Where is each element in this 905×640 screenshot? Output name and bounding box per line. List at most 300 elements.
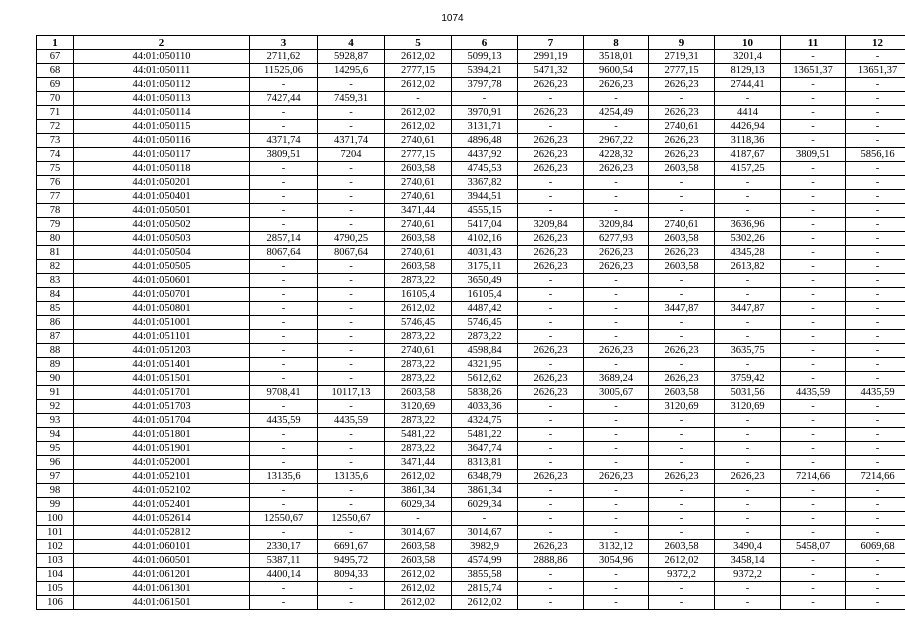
table-cell: 3447,87 <box>715 302 781 316</box>
table-cell: - <box>846 400 905 414</box>
table-cell: - <box>649 484 715 498</box>
table-cell: - <box>518 428 584 442</box>
table-cell: 44:01:052812 <box>74 526 250 540</box>
table-cell: 44:01:051001 <box>74 316 250 330</box>
table-cell: 106 <box>37 596 74 610</box>
table-cell: - <box>250 498 318 512</box>
table-cell: - <box>846 302 905 316</box>
table-cell: - <box>846 162 905 176</box>
table-cell: - <box>250 176 318 190</box>
table-cell: 3447,87 <box>649 302 715 316</box>
table-cell: 72 <box>37 120 74 134</box>
table-cell: - <box>781 190 846 204</box>
table-cell: 4400,14 <box>250 568 318 582</box>
table-row <box>37 540 905 554</box>
table-cell: - <box>846 498 905 512</box>
table-cell: 2603,58 <box>385 554 452 568</box>
table-cell: - <box>781 456 846 470</box>
table-cell: 3635,75 <box>715 344 781 358</box>
table-cell: - <box>781 260 846 274</box>
table-cell: 2330,17 <box>250 540 318 554</box>
table-cell: 2740,61 <box>385 246 452 260</box>
table-cell: 44:01:050701 <box>74 288 250 302</box>
table-cell: 44:01:050401 <box>74 190 250 204</box>
table-cell: - <box>518 316 584 330</box>
table-cell: - <box>518 512 584 526</box>
table-cell: 3054,96 <box>584 554 649 568</box>
table-cell: 3797,78 <box>452 78 518 92</box>
table-cell: 44:01:050111 <box>74 64 250 78</box>
table-cell: - <box>649 274 715 288</box>
table-cell: 3175,11 <box>452 260 518 274</box>
table-cell: 7214,66 <box>846 470 905 484</box>
table-cell: - <box>318 78 385 92</box>
table-cell: - <box>250 582 318 596</box>
table-cell: 3689,24 <box>584 372 649 386</box>
table-cell: - <box>781 134 846 148</box>
table-cell: - <box>846 358 905 372</box>
table-cell: 82 <box>37 260 74 274</box>
table-cell: - <box>584 316 649 330</box>
table-body <box>37 50 905 610</box>
table-cell: - <box>518 484 584 498</box>
table-cell: 5458,07 <box>781 540 846 554</box>
table-cell: - <box>584 428 649 442</box>
table-cell: 2626,23 <box>649 246 715 260</box>
table-cell: 5746,45 <box>452 316 518 330</box>
table-cell: 3490,4 <box>715 540 781 554</box>
table-cell: 4187,67 <box>715 148 781 162</box>
table-cell: - <box>649 512 715 526</box>
table-cell: - <box>518 92 584 106</box>
table-cell: 2777,15 <box>385 64 452 78</box>
table-cell: 9708,41 <box>250 386 318 400</box>
table-row <box>37 582 905 596</box>
table-cell: - <box>715 316 781 330</box>
table-row <box>37 414 905 428</box>
table-cell: 5481,22 <box>385 428 452 442</box>
table-cell: - <box>781 274 846 288</box>
table-cell: 7204 <box>318 148 385 162</box>
table-cell: 97 <box>37 470 74 484</box>
table-cell: 2744,41 <box>715 78 781 92</box>
table-cell: 2612,02 <box>385 302 452 316</box>
table-row <box>37 344 905 358</box>
table-cell: - <box>781 330 846 344</box>
table-cell: 7214,66 <box>781 470 846 484</box>
table-cell: - <box>846 176 905 190</box>
table-cell: - <box>250 288 318 302</box>
table-cell: - <box>715 358 781 372</box>
table-cell: - <box>518 596 584 610</box>
table-cell: 2740,61 <box>649 218 715 232</box>
table-cell: 2612,02 <box>385 470 452 484</box>
column-header: 10 <box>715 36 781 50</box>
table-cell: 2612,02 <box>385 120 452 134</box>
table-row <box>37 120 905 134</box>
table-cell: 3759,42 <box>715 372 781 386</box>
table-cell: 44:01:050116 <box>74 134 250 148</box>
table-row <box>37 232 905 246</box>
table-cell: 2603,58 <box>649 540 715 554</box>
table-row <box>37 526 905 540</box>
table-cell: - <box>846 596 905 610</box>
table-cell: - <box>715 526 781 540</box>
table-cell: - <box>318 204 385 218</box>
column-header: 7 <box>518 36 584 50</box>
table-cell: - <box>649 190 715 204</box>
table-cell: - <box>649 176 715 190</box>
header-row <box>37 36 905 50</box>
table-cell: - <box>781 162 846 176</box>
table-cell: - <box>846 106 905 120</box>
table-cell: - <box>584 120 649 134</box>
table-row <box>37 484 905 498</box>
table-cell: - <box>715 330 781 344</box>
table-row <box>37 302 905 316</box>
table-cell: 4033,36 <box>452 400 518 414</box>
table-cell: 2740,61 <box>385 176 452 190</box>
table-cell: - <box>846 582 905 596</box>
table-row <box>37 246 905 260</box>
table-cell: - <box>584 456 649 470</box>
table-cell: - <box>518 442 584 456</box>
table-cell: - <box>649 498 715 512</box>
table-cell: - <box>649 456 715 470</box>
column-header: 9 <box>649 36 715 50</box>
table-cell: - <box>846 442 905 456</box>
table-cell: 2711,62 <box>250 50 318 64</box>
table-row <box>37 316 905 330</box>
table-cell: - <box>250 162 318 176</box>
table-cell: - <box>250 428 318 442</box>
table-cell: - <box>846 428 905 442</box>
table-cell: 2626,23 <box>518 78 584 92</box>
table-cell: 2857,14 <box>250 232 318 246</box>
table-cell: 2626,23 <box>518 232 584 246</box>
table-cell: 44:01:051704 <box>74 414 250 428</box>
table-cell: 4574,99 <box>452 554 518 568</box>
table-cell: - <box>846 344 905 358</box>
table-cell: - <box>781 442 846 456</box>
table-cell: 16105,4 <box>385 288 452 302</box>
table-cell: 14295,6 <box>318 64 385 78</box>
table-cell: 2626,23 <box>584 246 649 260</box>
table-cell: 2612,02 <box>385 50 452 64</box>
table-row <box>37 358 905 372</box>
table-cell: 81 <box>37 246 74 260</box>
table-cell: 44:01:052614 <box>74 512 250 526</box>
table-cell: 4598,84 <box>452 344 518 358</box>
table-cell: 3636,96 <box>715 218 781 232</box>
table-cell: - <box>318 176 385 190</box>
table-cell: 9372,2 <box>715 568 781 582</box>
table-cell: - <box>649 526 715 540</box>
table-cell: 2603,58 <box>385 162 452 176</box>
table-cell: 44:01:050801 <box>74 302 250 316</box>
table-cell: 11525,06 <box>250 64 318 78</box>
table-cell: 73 <box>37 134 74 148</box>
table-cell: - <box>318 274 385 288</box>
table-cell: 68 <box>37 64 74 78</box>
table-cell: 5394,21 <box>452 64 518 78</box>
table-cell: 2873,22 <box>385 330 452 344</box>
table-cell: 5928,87 <box>318 50 385 64</box>
table-cell: - <box>250 78 318 92</box>
table-cell: - <box>781 372 846 386</box>
table-cell: 4435,59 <box>846 386 905 400</box>
table-cell: 2719,31 <box>649 50 715 64</box>
table-cell: - <box>781 400 846 414</box>
table-cell: 87 <box>37 330 74 344</box>
table-row <box>37 386 905 400</box>
table-cell: 44:01:050118 <box>74 162 250 176</box>
table-cell: 8094,33 <box>318 568 385 582</box>
table-cell: - <box>318 372 385 386</box>
table-cell: 9372,2 <box>649 568 715 582</box>
table-cell: 103 <box>37 554 74 568</box>
table-cell: 10117,13 <box>318 386 385 400</box>
table-cell: - <box>518 498 584 512</box>
table-row <box>37 568 905 582</box>
table-cell: 44:01:051703 <box>74 400 250 414</box>
table-cell: - <box>649 330 715 344</box>
table-cell: 5302,26 <box>715 232 781 246</box>
table-cell: - <box>318 428 385 442</box>
table-cell: 2626,23 <box>649 78 715 92</box>
table-cell: - <box>318 302 385 316</box>
table-cell: - <box>846 372 905 386</box>
table-cell: - <box>649 288 715 302</box>
table-row <box>37 162 905 176</box>
table-cell: 2873,22 <box>385 274 452 288</box>
table-cell: 2612,02 <box>385 568 452 582</box>
table-cell: - <box>781 218 846 232</box>
table-cell: 44:01:051901 <box>74 442 250 456</box>
table-cell: 2777,15 <box>385 148 452 162</box>
table-cell: 44:01:050504 <box>74 246 250 260</box>
table-cell: - <box>584 582 649 596</box>
table-cell: 3120,69 <box>385 400 452 414</box>
table-cell: - <box>250 302 318 316</box>
table-cell: 5031,56 <box>715 386 781 400</box>
table-cell: - <box>250 316 318 330</box>
table-cell: - <box>649 428 715 442</box>
table-cell: 4371,74 <box>318 134 385 148</box>
table-cell: - <box>781 568 846 582</box>
table-cell: 3132,12 <box>584 540 649 554</box>
table-cell: - <box>781 358 846 372</box>
column-header: 11 <box>781 36 846 50</box>
table-cell: - <box>518 274 584 288</box>
column-header: 8 <box>584 36 649 50</box>
table-cell: - <box>846 526 905 540</box>
table-row <box>37 442 905 456</box>
table-row <box>37 190 905 204</box>
table-cell: 6029,34 <box>452 498 518 512</box>
table-cell: 44:01:051101 <box>74 330 250 344</box>
table-cell: - <box>250 204 318 218</box>
table-cell: - <box>715 442 781 456</box>
table-cell: 44:01:051701 <box>74 386 250 400</box>
table-cell: 4321,95 <box>452 358 518 372</box>
table-cell: - <box>715 204 781 218</box>
table-cell: 3131,71 <box>452 120 518 134</box>
table-cell: - <box>584 330 649 344</box>
table-cell: 2603,58 <box>385 232 452 246</box>
table-cell: 2612,02 <box>649 554 715 568</box>
table-cell: - <box>649 414 715 428</box>
table-row <box>37 92 905 106</box>
table-cell: - <box>846 330 905 344</box>
table-cell: - <box>318 316 385 330</box>
table-cell: - <box>649 92 715 106</box>
table-row <box>37 204 905 218</box>
table-cell: 75 <box>37 162 74 176</box>
table-cell: - <box>250 442 318 456</box>
table-cell: 9600,54 <box>584 64 649 78</box>
column-header: 4 <box>318 36 385 50</box>
table-cell: - <box>781 106 846 120</box>
table-cell: 85 <box>37 302 74 316</box>
table-cell: 2873,22 <box>385 358 452 372</box>
table-cell: 44:01:061301 <box>74 582 250 596</box>
table-cell: 2991,19 <box>518 50 584 64</box>
table-cell: 2603,58 <box>385 260 452 274</box>
table-cell: 3201,4 <box>715 50 781 64</box>
table-row <box>37 372 905 386</box>
table-cell: 94 <box>37 428 74 442</box>
table-cell: - <box>715 484 781 498</box>
table-cell: 100 <box>37 512 74 526</box>
table-cell: 71 <box>37 106 74 120</box>
table-cell: - <box>846 218 905 232</box>
table-cell: 2603,58 <box>385 540 452 554</box>
table-cell: - <box>781 288 846 302</box>
table-cell: 2603,58 <box>649 232 715 246</box>
table-cell: - <box>781 596 846 610</box>
table-cell: 12550,67 <box>318 512 385 526</box>
table-row <box>37 274 905 288</box>
table-row <box>37 176 905 190</box>
table-cell: 9495,72 <box>318 554 385 568</box>
table-cell: - <box>649 358 715 372</box>
table-cell: - <box>518 176 584 190</box>
table-cell: - <box>781 498 846 512</box>
table-cell: 88 <box>37 344 74 358</box>
table-cell: - <box>584 568 649 582</box>
table-cell: 44:01:052001 <box>74 456 250 470</box>
table-cell: 2612,02 <box>452 596 518 610</box>
table-cell: 4371,74 <box>250 134 318 148</box>
table-cell: - <box>715 582 781 596</box>
column-header: 1 <box>37 36 74 50</box>
table-cell: 5481,22 <box>452 428 518 442</box>
table-cell: 13651,37 <box>781 64 846 78</box>
table-cell: 2626,23 <box>518 134 584 148</box>
table-cell: - <box>318 288 385 302</box>
table-cell: - <box>250 358 318 372</box>
table-cell: 79 <box>37 218 74 232</box>
table-cell: - <box>584 484 649 498</box>
table-cell: 2603,58 <box>649 386 715 400</box>
table-cell: 98 <box>37 484 74 498</box>
page-number: 1074 <box>441 13 464 24</box>
table-cell: 4031,43 <box>452 246 518 260</box>
table-cell: 3518,01 <box>584 50 649 64</box>
table-cell: - <box>846 78 905 92</box>
table-cell: 3120,69 <box>715 400 781 414</box>
table-cell: 2613,82 <box>715 260 781 274</box>
table-cell: - <box>846 456 905 470</box>
table-cell: - <box>781 78 846 92</box>
table-cell: - <box>318 260 385 274</box>
table-cell: 3014,67 <box>385 526 452 540</box>
table-cell: - <box>649 316 715 330</box>
table-cell: 2873,22 <box>385 414 452 428</box>
table-cell: 6029,34 <box>385 498 452 512</box>
table-cell: 13135,6 <box>318 470 385 484</box>
table-cell: - <box>584 288 649 302</box>
table-cell: 8067,64 <box>250 246 318 260</box>
table-cell: 6277,93 <box>584 232 649 246</box>
table-cell: 2815,74 <box>452 582 518 596</box>
table-cell: 4324,75 <box>452 414 518 428</box>
table-cell: 2626,23 <box>584 78 649 92</box>
table-cell: 44:01:050112 <box>74 78 250 92</box>
table-cell: - <box>715 512 781 526</box>
table-cell: 96 <box>37 456 74 470</box>
table-cell: - <box>250 120 318 134</box>
column-header: 6 <box>452 36 518 50</box>
table-cell: - <box>518 358 584 372</box>
table-cell: - <box>518 582 584 596</box>
table-cell: - <box>250 456 318 470</box>
table-cell: 102 <box>37 540 74 554</box>
table-cell: 2626,23 <box>649 106 715 120</box>
table-cell: 3120,69 <box>649 400 715 414</box>
table-cell: - <box>846 316 905 330</box>
table-cell: - <box>846 134 905 148</box>
table-cell: - <box>518 400 584 414</box>
table-cell: 2626,23 <box>715 470 781 484</box>
table-cell: 105 <box>37 582 74 596</box>
table-cell: - <box>518 288 584 302</box>
table-cell: - <box>518 456 584 470</box>
table-cell: 44:01:050501 <box>74 204 250 218</box>
table-cell: 4437,92 <box>452 148 518 162</box>
table-cell: - <box>715 428 781 442</box>
table-cell: - <box>846 204 905 218</box>
table-row <box>37 400 905 414</box>
table-cell: - <box>250 344 318 358</box>
table-cell: 76 <box>37 176 74 190</box>
table-cell: 3650,49 <box>452 274 518 288</box>
column-header: 3 <box>250 36 318 50</box>
table-cell: - <box>318 330 385 344</box>
table-cell: - <box>584 176 649 190</box>
table-cell: - <box>250 218 318 232</box>
table-cell: 2626,23 <box>649 134 715 148</box>
table-cell: 44:01:050503 <box>74 232 250 246</box>
table-cell: 4157,25 <box>715 162 781 176</box>
table-row <box>37 148 905 162</box>
table-cell: - <box>318 498 385 512</box>
table-cell: 3209,84 <box>584 218 649 232</box>
table-cell: - <box>846 554 905 568</box>
table-cell: - <box>781 414 846 428</box>
table-cell: - <box>781 92 846 106</box>
